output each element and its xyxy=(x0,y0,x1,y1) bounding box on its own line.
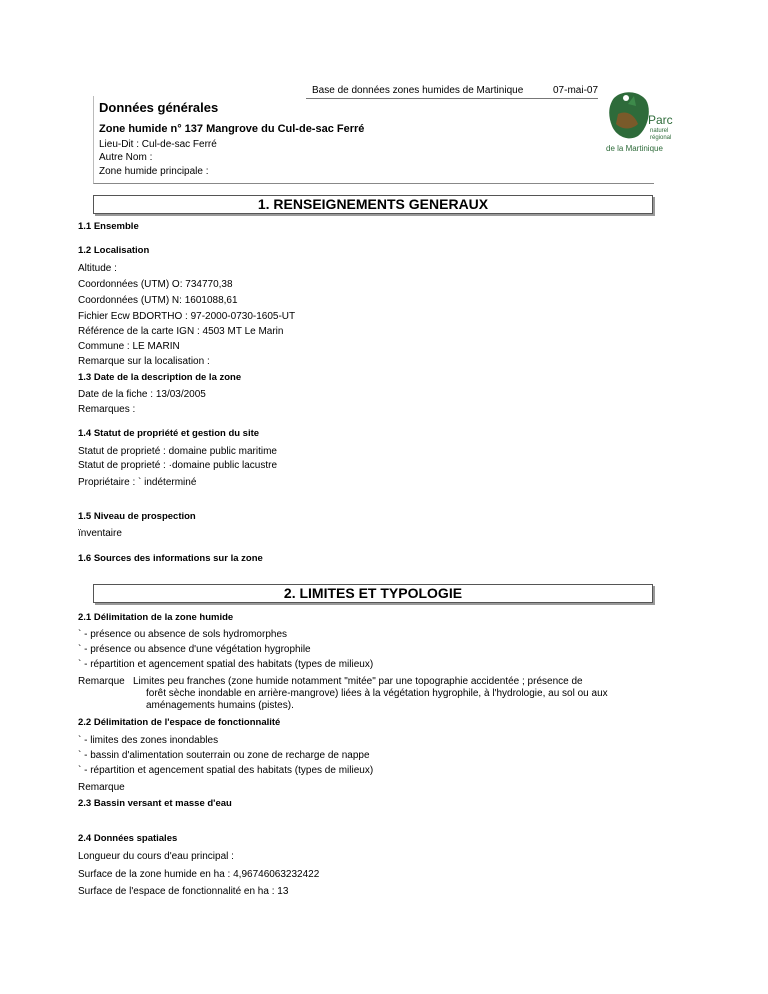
criterion-sols: ` - présence ou absence de sols hydromorphes xyxy=(78,629,288,640)
subsection-1-1: 1.1 Ensemble xyxy=(78,221,139,232)
zone-principale: Zone humide principale : xyxy=(99,166,209,177)
subsection-1-3: 1.3 Date de la description de la zone xyxy=(78,372,242,383)
statut-lacustre: Statut de proprieté : ·domaine public lacustre xyxy=(78,460,277,471)
date-fiche: Date de la fiche : 13/03/2005 xyxy=(78,389,206,400)
niveau-inventaire: ïnventaire xyxy=(78,528,122,539)
fichier-ecw: Fichier Ecw BDORTHO : 97-2000-0730-1605-UT xyxy=(78,311,296,322)
general-title: Données générales xyxy=(99,100,219,115)
longueur-cours-eau: Longueur du cours d'eau principal : xyxy=(78,851,234,862)
subsection-1-4: 1.4 Statut de propriété et gestion du site xyxy=(78,428,260,439)
criterion-vegetation: ` - présence ou absence d'une végétation hygrophile xyxy=(78,644,311,655)
subsection-2-2: 2.2 Délimitation de l'espace de fonctionnalité xyxy=(78,717,281,728)
commune: Commune : LE MARIN xyxy=(78,341,180,352)
utm-n: Coordonnées (UTM) N: 1601088,61 xyxy=(78,295,238,306)
subsection-2-1: 2.1 Délimitation de la zone humide xyxy=(78,612,234,623)
logo-regional: régional xyxy=(650,135,672,141)
logo-parc: Parc xyxy=(648,113,673,127)
remarques: Remarques : xyxy=(78,404,136,415)
lieu-dit: Lieu-Dit : Cul-de-sac Ferré xyxy=(99,139,217,150)
section-1-title: 1. RENSEIGNEMENTS GENERAUX xyxy=(93,195,653,214)
section-2-title: 2. LIMITES ET TYPOLOGIE xyxy=(93,584,653,603)
remarque-line-2: forêt sèche inondable en arrière-mangrove) liées à la végétation hygrophile, à l'hydrologie, au sol ou aux xyxy=(146,688,608,699)
zone-title: Zone humide n° 137 Mangrove du Cul-de-sac Ferré xyxy=(99,123,365,135)
remarque-line-1: Limites peu franches (zone humide notamment "mitée" par une topographie accidentée ; présence de xyxy=(133,676,583,687)
utm-o: Coordonnées (UTM) O: 734770,38 xyxy=(78,279,233,290)
surface-fonctionnalite: Surface de l'espace de fonctionnalité en ha : 13 xyxy=(78,886,289,897)
subsection-1-5: 1.5 Niveau de prospection xyxy=(78,511,196,522)
proprietaire: Propriétaire : ` indéterminé xyxy=(78,477,197,488)
carte-ign: Référence de la carte IGN : 4503 MT Le Marin xyxy=(78,326,284,337)
subsection-2-4: 2.4 Données spatiales xyxy=(78,833,178,844)
database-title: Base de données zones humides de Martinique xyxy=(312,85,524,96)
document-date: 07-mai-07 xyxy=(553,85,599,96)
surface-zone-humide: Surface de la zone humide en ha : 4,96746063232422 xyxy=(78,869,320,880)
autre-nom: Autre Nom : xyxy=(99,152,153,163)
logo-martinique: de la Martinique xyxy=(606,144,663,153)
statut-maritime: Statut de proprieté : domaine public maritime xyxy=(78,446,277,457)
subsection-2-3: 2.3 Bassin versant et masse d'eau xyxy=(78,798,232,809)
remarque-label: Remarque xyxy=(78,676,125,687)
subsection-1-2: 1.2 Localisation xyxy=(78,245,150,256)
fonc-bassin: ` - bassin d'alimentation souterrain ou zone de recharge de nappe xyxy=(78,750,370,761)
logo-naturel: naturel xyxy=(650,128,669,134)
fonc-habitats: ` - répartition et agencement spatial des habitats (types de milieux) xyxy=(78,765,374,776)
criterion-habitats: ` - répartition et agencement spatial des habitats (types de milieux) xyxy=(78,659,374,670)
remarque-localisation: Remarque sur la localisation : xyxy=(78,356,210,367)
subsection-1-6: 1.6 Sources des informations sur la zone xyxy=(78,553,263,564)
altitude: Altitude : xyxy=(78,263,117,274)
remarque-line-3: aménagements humains (pistes). xyxy=(146,700,294,711)
fonc-inondables: ` - limites des zones inondables xyxy=(78,735,219,746)
remarque-2: Remarque xyxy=(78,782,125,793)
